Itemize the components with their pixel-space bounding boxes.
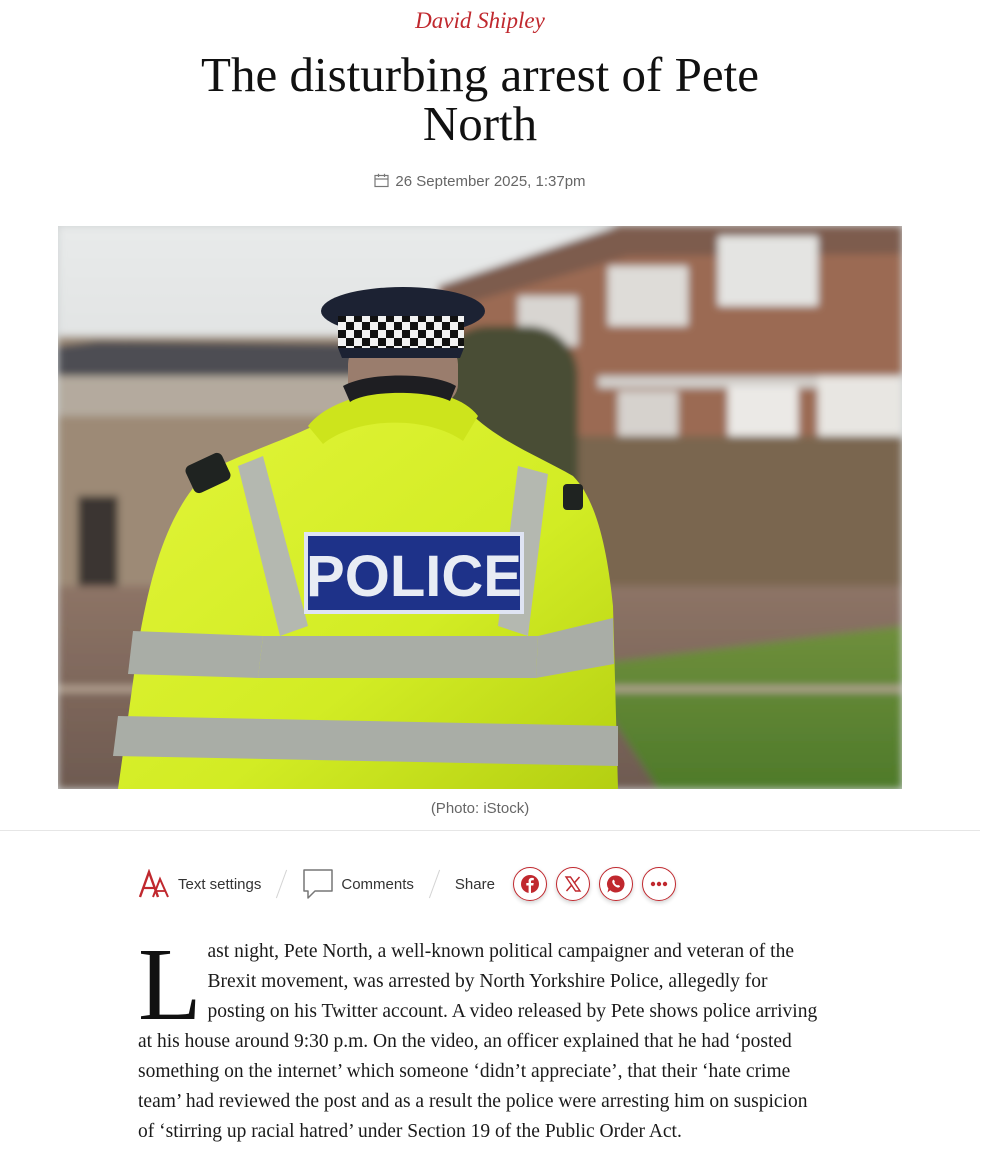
x-share-button[interactable] (556, 867, 590, 901)
text-size-icon (138, 869, 170, 899)
text-settings-button[interactable] (138, 869, 261, 899)
more-icon (650, 881, 668, 887)
more-share-button[interactable] (642, 867, 676, 901)
paragraph-text: ast night, Pete North, a well-known political campaigner and veteran of the Brexit movement, was arrested by North Yorkshire Police, allegedly for posting on his Twitter account. A video released by Pete shows police arriving at his house around 9:30 p.m. On the video, an officer explained that he had ‘posted something on the internet’ which someone ‘didn’t appreciate’, that their ‘hate crime team’ had reviewed the post and as a result the police were arresting him on suspicion of ‘stirring up racial hatred’ under Section 19 of the Public Order Act. (138, 941, 818, 1142)
text-settings-label: Text settings (178, 875, 262, 893)
whatsapp-share-button[interactable] (599, 867, 633, 901)
author-name[interactable]: David Shipley (415, 8, 545, 33)
whatsapp-icon (606, 874, 626, 894)
toolbar-separator (429, 870, 440, 899)
facebook-share-button[interactable] (513, 867, 547, 901)
publish-date: 26 September 2025, 1:37pm (395, 173, 586, 190)
drop-cap: L (138, 927, 202, 1042)
x-icon (564, 875, 582, 893)
calendar-icon (374, 173, 389, 188)
article-dateline (0, 173, 960, 190)
toolbar-separator (276, 870, 287, 899)
comment-icon (302, 868, 334, 900)
image-caption: (Photo: iStock) (430, 800, 530, 817)
share-label: Share (454, 875, 495, 893)
divider (0, 830, 980, 831)
hero-image (58, 226, 902, 789)
article-toolbar (138, 866, 685, 902)
comments-button[interactable] (302, 868, 414, 900)
comments-label: Comments (341, 875, 414, 893)
article-title: The disturbing arrest of Pete North (201, 47, 759, 151)
police-patch-text: POLICE (306, 544, 522, 609)
facebook-icon (521, 875, 539, 893)
article-paragraph (138, 927, 828, 1147)
